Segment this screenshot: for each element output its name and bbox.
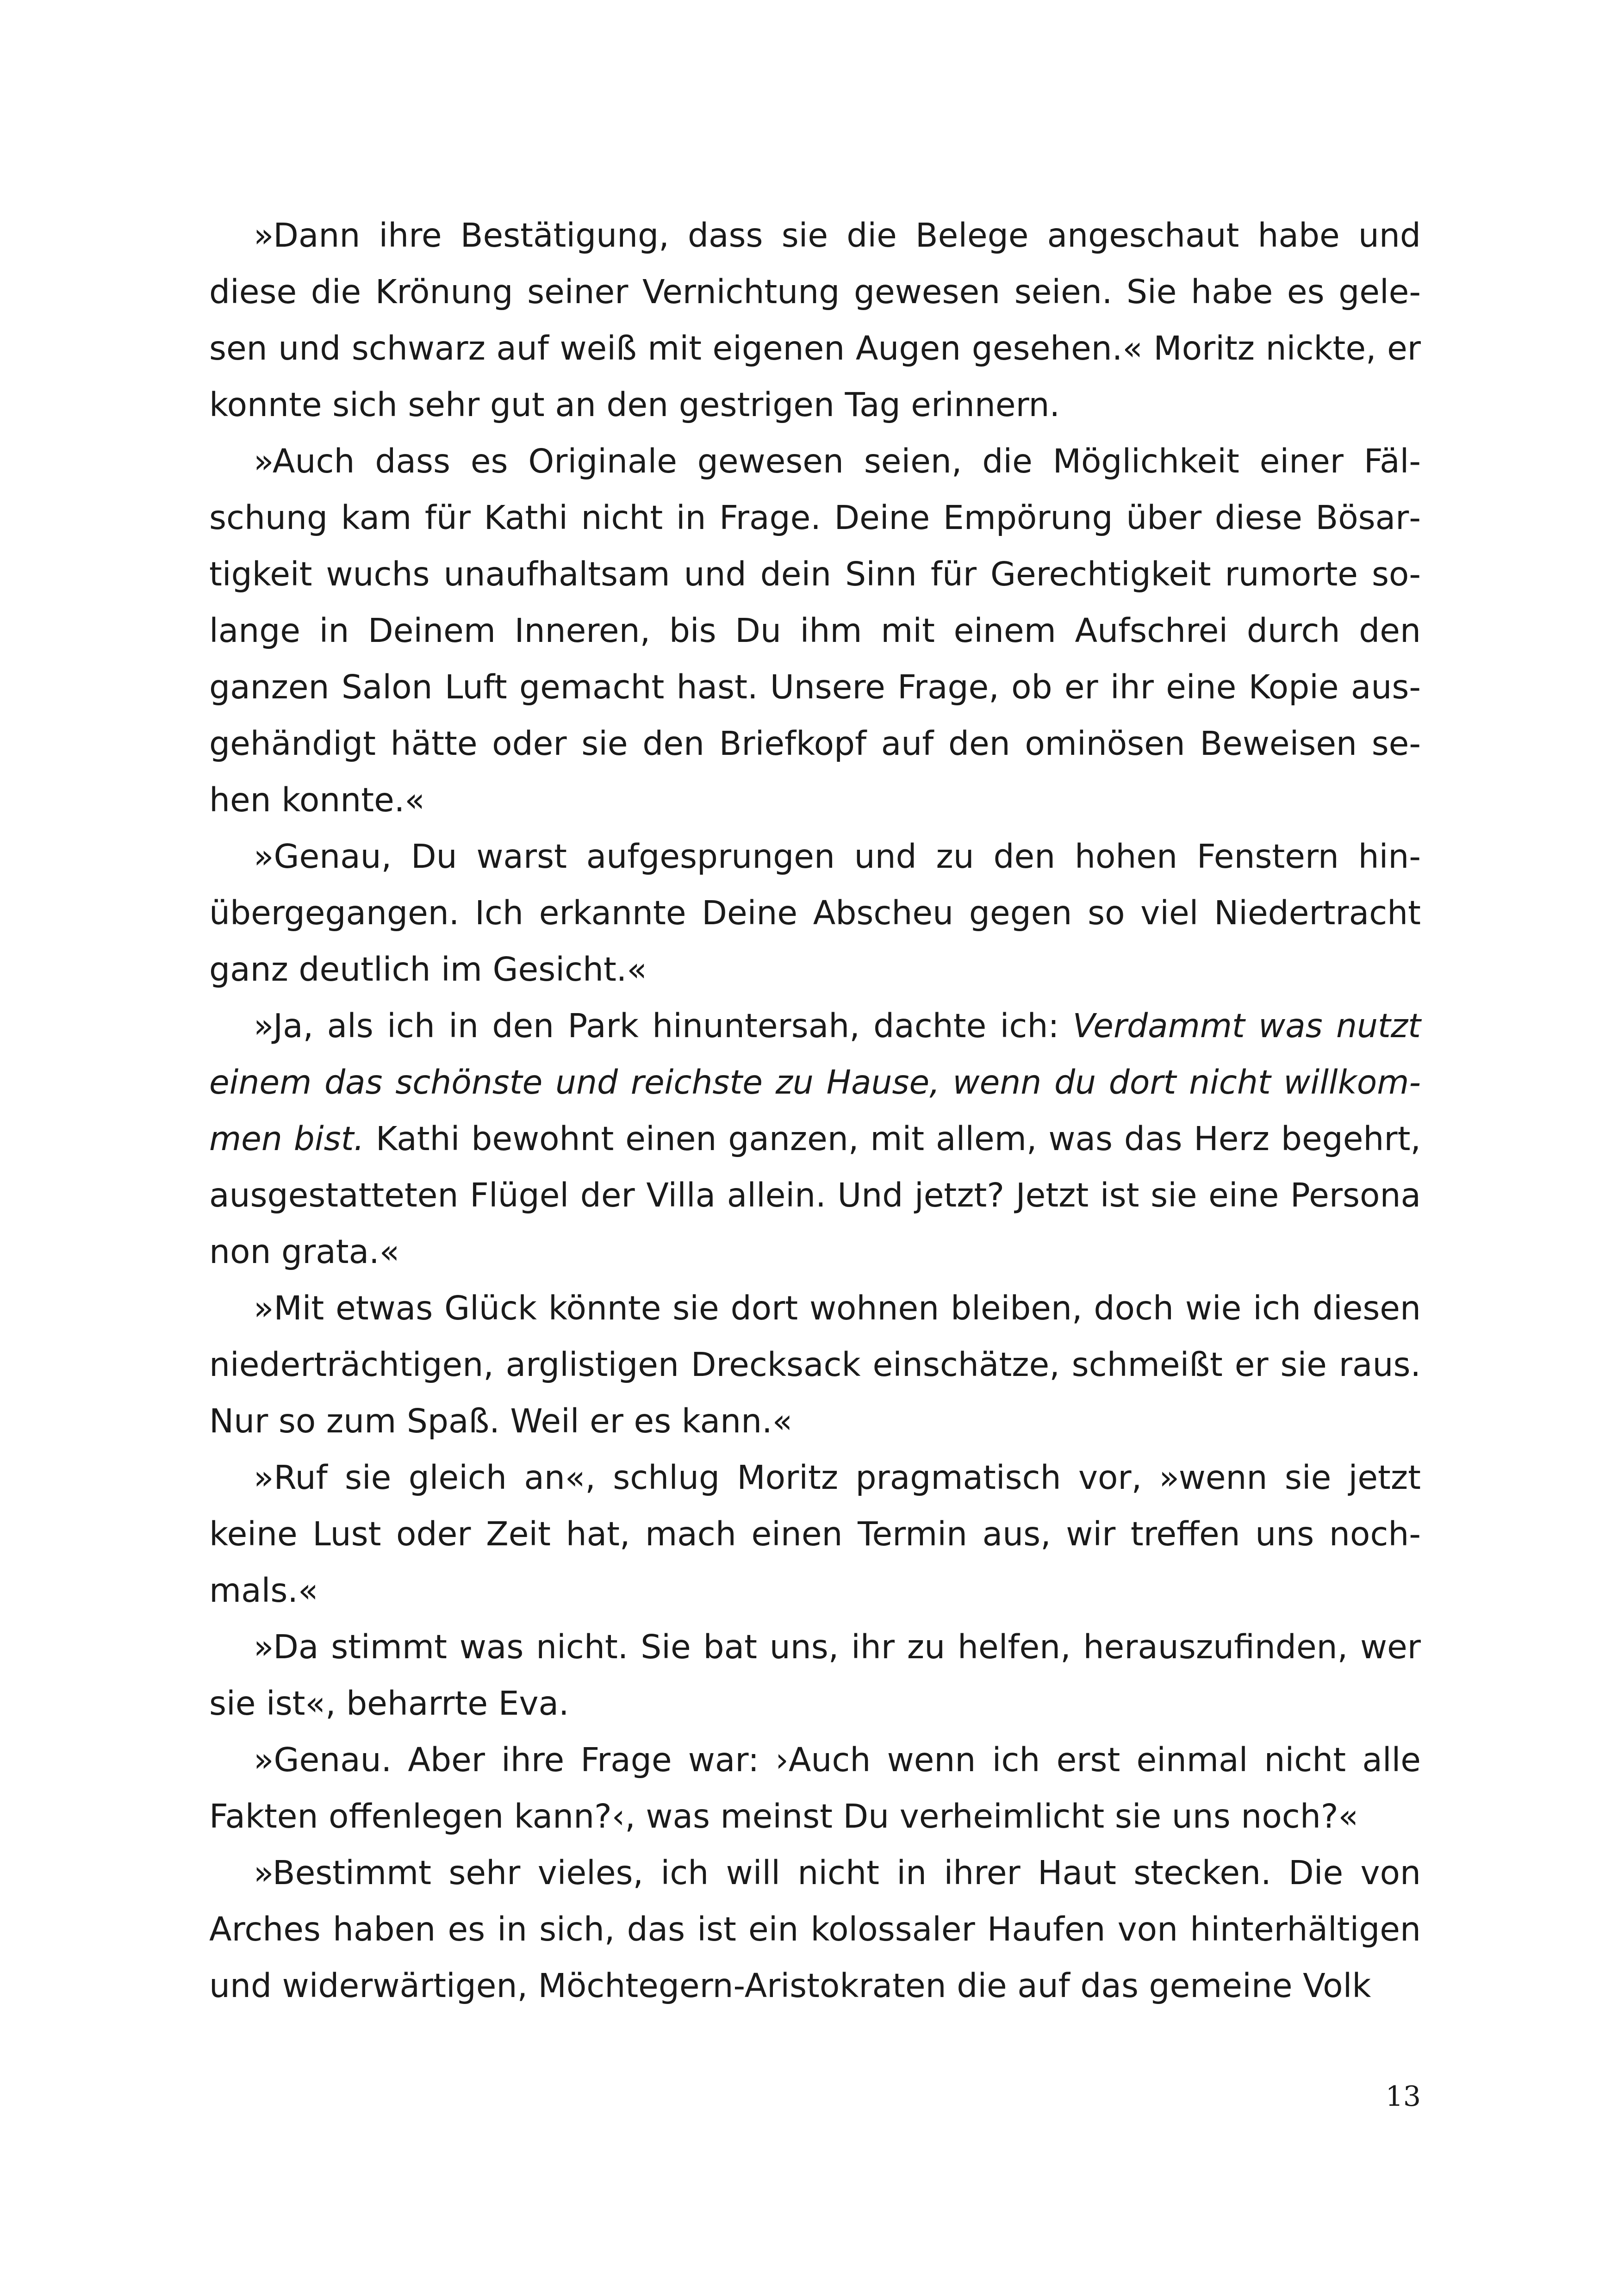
paragraph-4-lead: »Ja, als ich in den Park hinuntersah, dachte ich: — [254, 1007, 1073, 1045]
paragraph-6: »Ruf sie gleich an«, schlug Moritz pragmatisch vor, »wenn sie jetzt keine Lust oder Zeit hat, mach einen Termin aus, wir treffen uns nochmals.« — [209, 1458, 1421, 1610]
paragraph-3: »Genau, Du warst aufgesprungen und zu den hohen Fenstern hinübergegangen. Ich erkannte Deine Abscheu gegen so viel Niedertracht ganz deutlich im Gesicht.« — [209, 837, 1421, 989]
paragraph-2: »Auch dass es Originale gewesen seien, die Möglichkeit einer Fälschung kam für Kathi nicht in Frage. Deine Empörung über diese Bösartigkeit wuchs unaufhaltsam und dein Sinn für Gerechtigkeit rumorte solange in Deinem Inneren, bis Du ihm mit einem Aufschrei durch den ganzen Salon Luft gemacht hast. Unsere Frage, ob er ihr eine Kopie ausgehändigt hätte oder sie den Briefkopf auf den ominösen Beweisen sehen konnte.« — [209, 442, 1421, 819]
paragraph-5: »Mit etwas Glück könnte sie dort wohnen bleiben, doch wie ich diesen niederträchtigen, arglistigen Drecksack einschätze, schmeißt er sie raus. Nur so zum Spaß. Weil er es kann.« — [209, 1289, 1421, 1440]
paragraph-4 — [209, 998, 1421, 1280]
paragraph-4-tail: Kathi bewohnt einen ganzen, mit allem, was das Herz begehrt, ausgestatteten Flügel der Villa allein. Und jetzt? Jetzt ist sie eine Persona non grata.« — [209, 1120, 1421, 1271]
body-text — [209, 207, 1421, 2014]
paragraph-4-italic-thought: Verdammt was nutzt einem das schönste und reichste zu Hause, wenn du dort nicht willkommen bist. — [209, 1007, 1421, 1158]
page-number: 13 — [1385, 2080, 1421, 2113]
paragraph-1: »Dann ihre Bestätigung, dass sie die Belege angeschaut habe und diese die Krönung seiner Vernichtung gewesen seien. Sie habe es gelesen und schwarz auf weiß mit eigenen Augen gesehen.« Moritz nickte, er konnte sich sehr gut an den gestrigen Tag erinnern. — [209, 216, 1421, 424]
paragraph-8: »Genau. Aber ihre Frage war: ›Auch wenn ich erst einmal nicht alle Fakten offenlegen kann?‹, was meinst Du verheimlicht sie uns noch?« — [209, 1741, 1421, 1836]
paragraph-7: »Da stimmt was nicht. Sie bat uns, ihr zu helfen, herauszufinden, wer sie ist«, beharrte Eva. — [209, 1628, 1421, 1723]
paragraph-9: »Bestimmt sehr vieles, ich will nicht in ihrer Haut stecken. Die von Arches haben es in sich, das ist ein kolossaler Haufen von hinterhältigen und widerwärtigen, Möchtegern-Aristokraten die auf das gemeine Volk — [209, 1854, 1421, 2005]
